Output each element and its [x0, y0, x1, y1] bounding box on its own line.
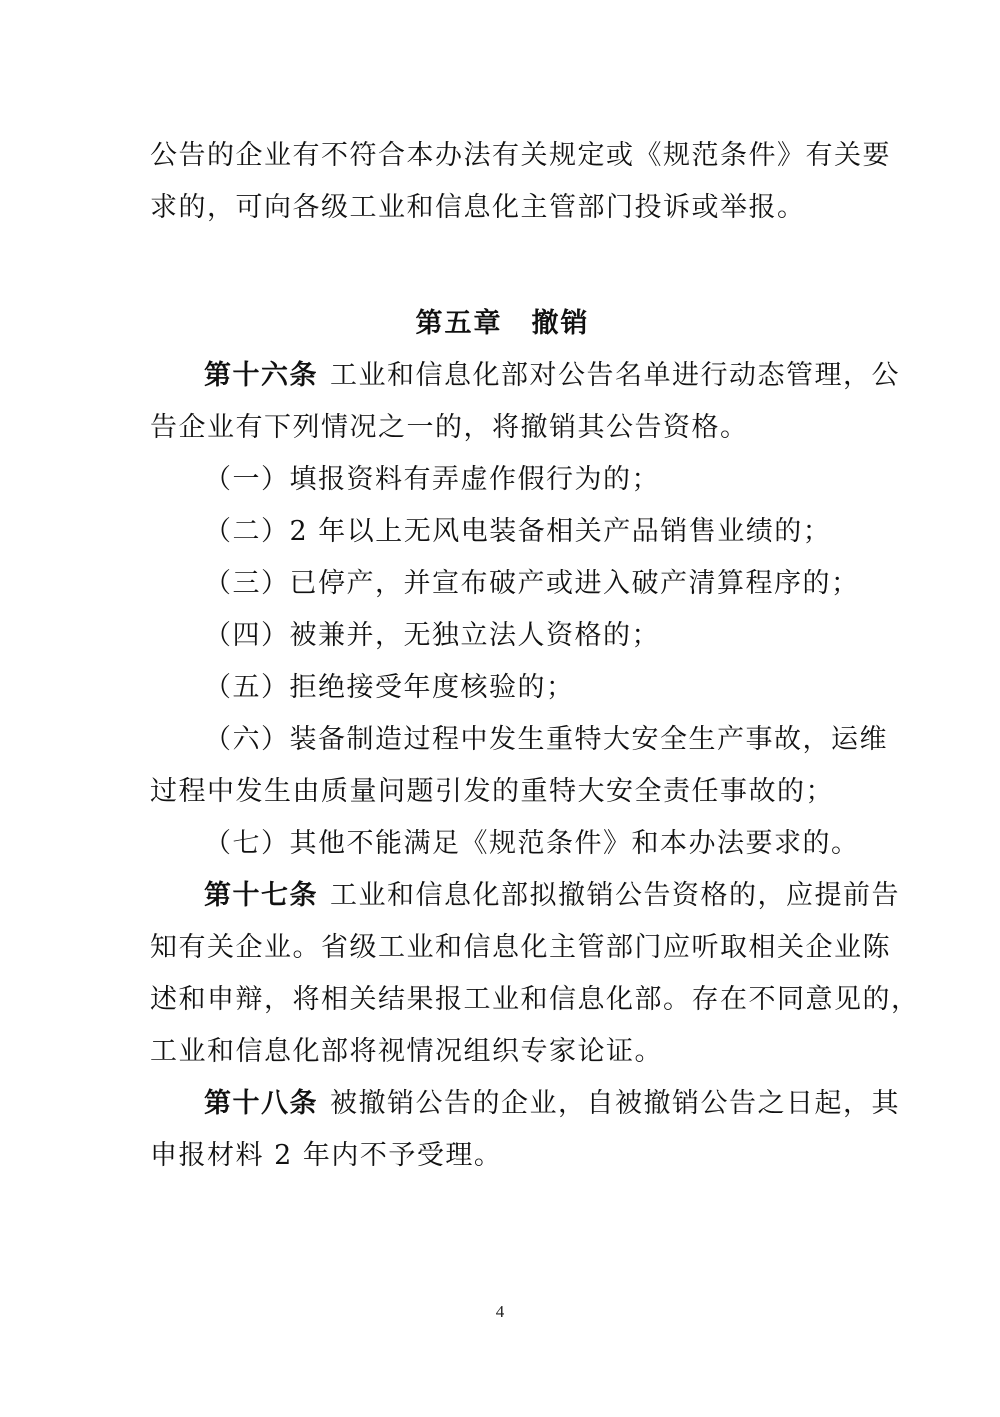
chapter-heading: 第五章 撤销 — [415, 308, 590, 339]
list-item-7: （七）其他不能满足《规范条件》和本办法要求的。 — [204, 828, 860, 859]
paragraph-line: 申报材料 2 年内不予受理。 — [150, 1140, 503, 1171]
article-18-first-line — [150, 1078, 900, 1130]
page-number: 4 — [495, 1302, 505, 1321]
list-item-4: （四）被兼并，无独立法人资格的； — [204, 620, 660, 651]
paragraph-line: 公告的企业有不符合本办法有关规定或《规范条件》有关要 — [150, 140, 891, 171]
article-17-first-line — [150, 870, 900, 922]
paragraph-line: 求的，可向各级工业和信息化主管部门投诉或举报。 — [150, 192, 806, 223]
list-item-1: （一）填报资料有弄虚作假行为的； — [204, 464, 660, 495]
article-18-label: 第十八条 — [204, 1088, 318, 1119]
list-item-3: （三）已停产，并宣布破产或进入破产清算程序的； — [204, 568, 860, 599]
article-16-label: 第十六条 — [204, 360, 318, 391]
paragraph-line: 述和申辩，将相关结果报工业和信息化部。存在不同意见的， — [150, 984, 920, 1015]
list-item-6-continuation: 过程中发生由质量问题引发的重特大安全责任事故的； — [150, 776, 834, 807]
list-item-5: （五）拒绝接受年度核验的； — [204, 672, 575, 703]
list-item-6: （六）装备制造过程中发生重特大安全生产事故，运维 — [204, 724, 888, 755]
continuation-paragraph — [150, 130, 891, 234]
article-17-text: 工业和信息化部拟撤销公告资格的，应提前告 — [330, 880, 900, 911]
article-18-text: 被撤销公告的企业，自被撤销公告之日起，其 — [330, 1088, 900, 1119]
article-18 — [150, 1078, 900, 1182]
list-item-2: （二）2 年以上无风电装备相关产品销售业绩的； — [204, 516, 832, 547]
article-17-label: 第十七条 — [204, 880, 318, 911]
paragraph-line: 工业和信息化部将视情况组织专家论证。 — [150, 1036, 663, 1067]
section-spacer — [150, 234, 855, 298]
article-17 — [150, 870, 920, 1078]
paragraph-line: 知有关企业。省级工业和信息化主管部门应听取相关企业陈 — [150, 932, 891, 963]
article-16-text: 工业和信息化部对公告名单进行动态管理，公 — [330, 360, 900, 391]
article-16-first-line — [150, 350, 900, 402]
document-body — [150, 130, 920, 1182]
article-16-second-line: 告企业有下列情况之一的，将撤销其公告资格。 — [150, 412, 749, 443]
article-16 — [150, 350, 900, 870]
